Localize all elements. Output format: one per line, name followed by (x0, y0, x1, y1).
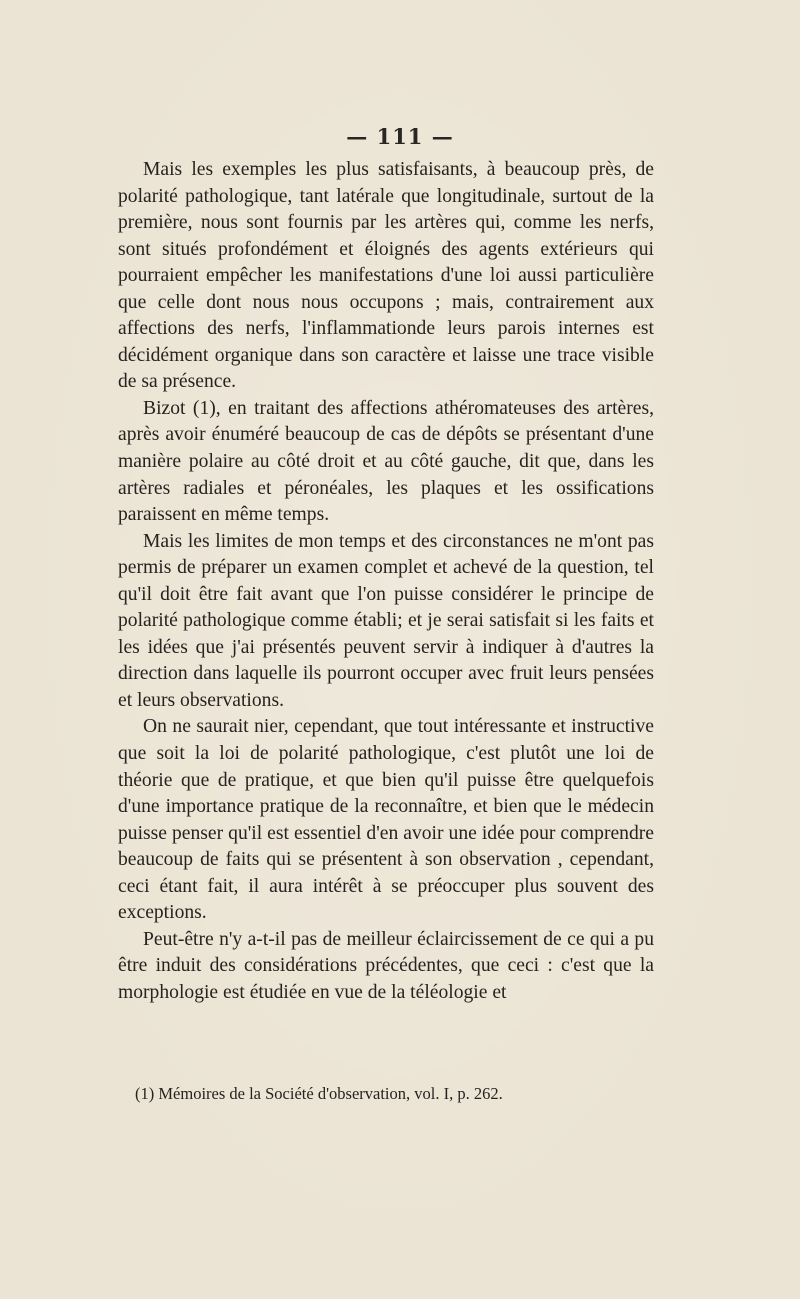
paragraph-2: Bizot (1), en traitant des affections athéromateuses des artères, après avoir énuméré beaucoup de cas de dépôts se présentant d'une manière polaire au côté droit et au côté gauche, dit que, dans les artères radiales et péronéales, les plaques et les ossifications paraissent en même temps. (118, 397, 654, 526)
footnote: (1) Mémoires de la Société d'observation, vol. I, p. 262. (135, 1084, 503, 1103)
page-number: — 111 — (346, 124, 454, 149)
body-text (118, 157, 654, 1007)
paragraph-1: Mais les exemples les plus satisfaisants, à beaucoup près, de polarité pathologique, tant latérale que longitudinale, surtout de la première, nous sont fournis par les artères qui, comme les nerfs, sont situés profondément et éloignés des agents extérieurs qui pourraient empêcher les manifestations d'une loi aussi particulière que celle dont nous nous occupons ; mais, contrairement aux affections des nerfs, l'inflammationde leurs parois internes est décidément organique dans son caractère et laisse une trace visible de sa présence. (118, 159, 654, 393)
paragraph-3: Mais les limites de mon temps et des circonstances ne m'ont pas permis de préparer un examen complet et achevé de la question, tel qu'il doit être fait avant que l'on puisse considérer le principe de polarité pathologique comme établi; et je serai satisfait si les faits et les idées que j'ai présentés peuvent servir à indiquer à d'autres la direction dans laquelle ils pourront occuper avec fruit leurs pensées et leurs observations. (118, 530, 654, 711)
paragraph-4: On ne saurait nier, cependant, que tout intéressante et instructive que soit la loi de polarité pathologique, c'est plutôt une loi de théorie que de pratique, et que bien qu'il puisse être quelquefois d'une importance pratique de la reconnaître, et bien que le médecin puisse penser qu'il est essentiel d'en avoir une idée pour comprendre beaucoup de faits qui se présentent à son observation , cependant, ceci étant fait, il aura intérêt à se préoccuper plus souvent des exceptions. (118, 716, 654, 924)
paragraph-5: Peut-être n'y a-t-il pas de meilleur éclaircissement de ce qui a pu être induit des considérations précédentes, que ceci : c'est que la morphologie est étudiée en vue de la téléologie et (118, 928, 654, 1003)
